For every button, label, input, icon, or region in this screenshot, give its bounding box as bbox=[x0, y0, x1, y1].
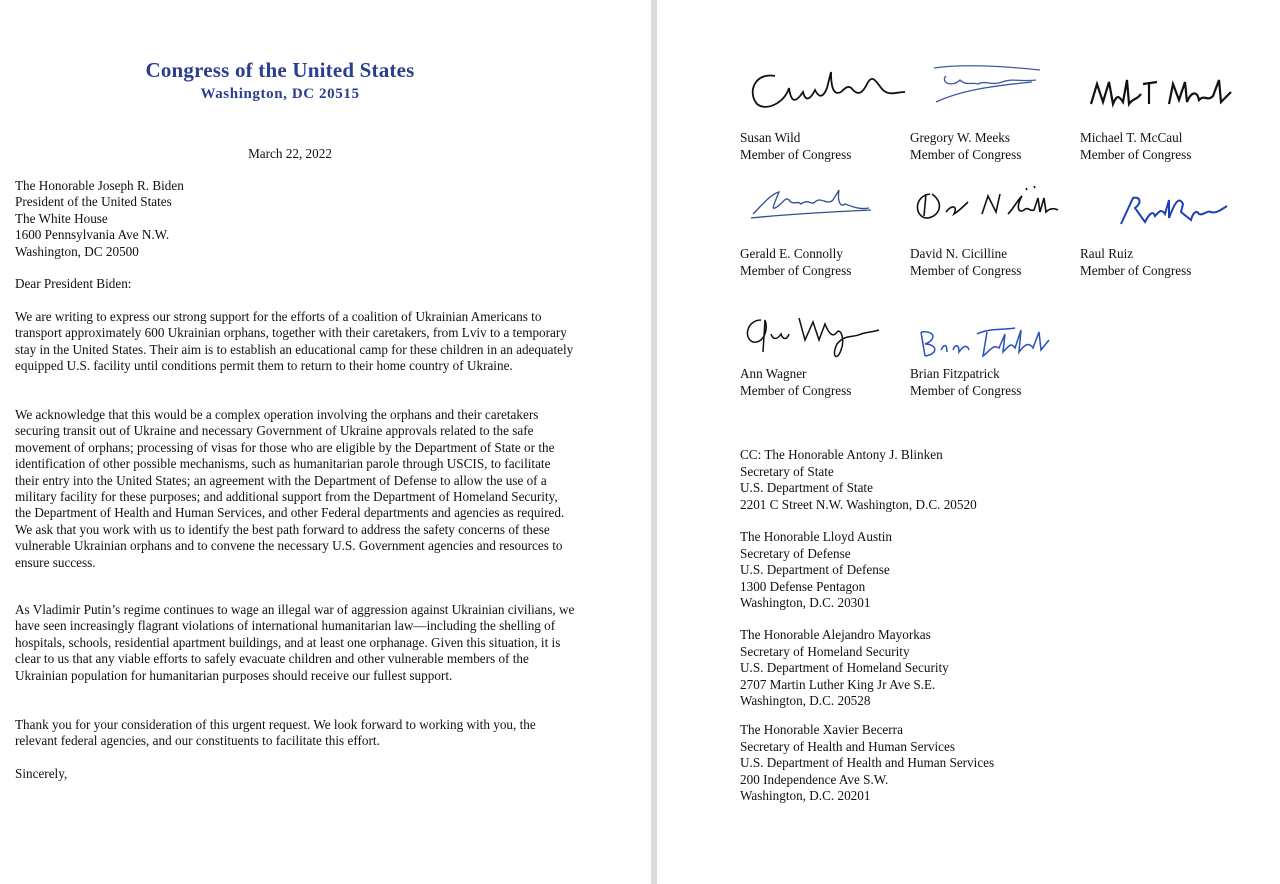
signer-name: Gerald E. Connolly bbox=[740, 246, 843, 261]
signature-stroke bbox=[1121, 198, 1227, 224]
signer-title: Member of Congress bbox=[740, 146, 852, 162]
closing: Sincerely, bbox=[15, 766, 68, 781]
signer-title: Member of Congress bbox=[910, 146, 1022, 162]
cc-line: 200 Independence Ave S.W. bbox=[740, 771, 889, 787]
cc-line: Washington, D.C. 20301 bbox=[740, 595, 871, 611]
addressee-line: The White House bbox=[15, 210, 108, 226]
signature-stroke bbox=[753, 72, 905, 107]
signature-raul-ruiz bbox=[1117, 192, 1232, 228]
cc-line: 1300 Defense Pentagon bbox=[740, 578, 866, 594]
salutation: Dear President Biden: bbox=[15, 276, 132, 291]
signer-title: Member of Congress bbox=[1080, 146, 1192, 162]
signature-stroke bbox=[934, 66, 1040, 102]
cc-recipient bbox=[740, 447, 977, 513]
cc-line: Washington, D.C. 20528 bbox=[740, 693, 871, 709]
cc-line: The Honorable Xavier Becerra bbox=[740, 722, 903, 737]
cc-line: Secretary of State bbox=[740, 463, 834, 479]
signature-gerald-connolly bbox=[749, 186, 874, 222]
body-paragraph: We are writing to express our strong support for the efforts of a coalition of Ukrainian Americans to transport approximately 600 Ukrainian orphans, together with their caretakers, from Lviv to a temporary stay in the United States. Their aim is to establish an educational camp for these children in an adequately equipped U.S. facility until conditions permit them to return to their home country of Ukraine. bbox=[15, 309, 574, 374]
letterhead-address: Washington, DC 20515 bbox=[200, 86, 360, 102]
signer-block bbox=[740, 130, 910, 163]
letter-page-2 bbox=[657, 0, 1280, 884]
cc-line: 2707 Martin Luther King Jr Ave S.E. bbox=[740, 676, 936, 692]
signer-name: Susan Wild bbox=[740, 130, 801, 145]
cc-line: The Honorable Alejandro Mayorkas bbox=[740, 627, 931, 642]
signature-stroke bbox=[1091, 80, 1231, 104]
addressee-line: The Honorable Joseph R. Biden bbox=[15, 178, 184, 193]
cc-line: U.S. Department of State bbox=[740, 480, 873, 496]
signer-title: Member of Congress bbox=[740, 262, 852, 278]
signer-block bbox=[910, 366, 1080, 399]
cc-recipient bbox=[740, 529, 892, 612]
signer-name: Brian Fitzpatrick bbox=[910, 366, 1000, 381]
signer-block bbox=[1080, 130, 1250, 163]
signature-brian-fitzpatrick bbox=[915, 322, 1055, 362]
signer-title: Member of Congress bbox=[740, 382, 852, 398]
cc-recipient bbox=[740, 722, 994, 805]
cc-line: Washington, D.C. 20201 bbox=[740, 788, 871, 804]
signature-ann-wagner bbox=[741, 310, 881, 366]
cc-line: U.S. Department of Defense bbox=[740, 562, 890, 578]
cc-line: The Honorable Lloyd Austin bbox=[740, 529, 892, 544]
signature-david-cicilline bbox=[912, 186, 1062, 224]
signer-title: Member of Congress bbox=[910, 382, 1022, 398]
signature-susan-wild bbox=[745, 62, 910, 114]
cc-line: U.S. Department of Health and Human Services bbox=[740, 755, 995, 771]
cc-line: Secretary of Homeland Security bbox=[740, 643, 910, 659]
signer-block bbox=[910, 246, 1080, 279]
signer-block bbox=[740, 246, 910, 279]
letter-date: March 22, 2022 bbox=[248, 146, 332, 161]
letterhead-title: Congress of the United States bbox=[145, 58, 415, 82]
body-paragraph: Thank you for your consideration of this urgent request. We look forward to working with you, the relevant federal agencies, and our constituents to facilitate this effort. bbox=[15, 717, 536, 749]
signature-stroke bbox=[921, 328, 1049, 356]
body-paragraph: As Vladimir Putin’s regime continues to wage an illegal war of aggression against Ukrainian civilians, we have seen increasingly flagrant violations of international humanitarian law—including the shelling of hospitals, schools, residential apartment buildings, and at least one orphanage. Given this situation, it is clear to us that any viable efforts to safely evacuate children and other vulnerable members of the Ukrainian population for humanitarian purposes should receive our fullest support. bbox=[15, 602, 575, 683]
signer-block bbox=[910, 130, 1080, 163]
signer-name: Michael T. McCaul bbox=[1080, 130, 1183, 145]
signer-title: Member of Congress bbox=[910, 262, 1022, 278]
signer-name: David N. Cicilline bbox=[910, 246, 1008, 261]
cc-line: 2201 C Street N.W. Washington, D.C. 20520 bbox=[740, 496, 977, 512]
cc-recipient bbox=[740, 627, 949, 710]
signer-name: Ann Wagner bbox=[740, 366, 807, 381]
body-paragraph: We acknowledge that this would be a complex operation involving the orphans and their caretakers securing transit out of Ukraine and necessary Government of Ukraine approvals related to the safe movement of orphans; processing of visas for those who are eligible by the Department of State or the identification of other possible mechanisms, such as humanitarian parole through USCIS, to facilitate their entry into the United States; an agreement with the Department of Defense to allow the use of a military facility for these purposes; and additional support from the Department of Homeland Security, the Department of Health and Human Services, and other Federal departments and agencies as required. We ask that you work with us to identify the best path forward to address the safety concerns of these vulnerable Ukrainian orphans and to convene the necessary U.S. Government agencies and resources to ensure success. bbox=[15, 407, 565, 570]
signer-name: Gregory W. Meeks bbox=[910, 130, 1010, 145]
signer-name: Raul Ruiz bbox=[1080, 246, 1134, 261]
signature-michael-mccaul bbox=[1087, 74, 1232, 114]
addressee-line: Washington, DC 20500 bbox=[15, 243, 139, 259]
cc-line: U.S. Department of Homeland Security bbox=[740, 660, 949, 676]
signature-stroke bbox=[747, 318, 879, 357]
addressee-line: President of the United States bbox=[15, 194, 172, 210]
cc-line: Secretary of Health and Human Services bbox=[740, 738, 955, 754]
cc-line: CC: The Honorable Antony J. Blinken bbox=[740, 447, 943, 462]
signer-title: Member of Congress bbox=[1080, 262, 1192, 278]
signature-stroke bbox=[917, 186, 1058, 218]
addressee-line: 1600 Pennsylvania Ave N.W. bbox=[15, 227, 170, 243]
cc-line: Secretary of Defense bbox=[740, 545, 851, 561]
signature-stroke bbox=[751, 190, 871, 218]
signer-block bbox=[740, 366, 910, 399]
signer-block bbox=[1080, 246, 1250, 279]
addressee-block bbox=[15, 178, 184, 260]
signature-gregory-meeks bbox=[932, 60, 1047, 108]
